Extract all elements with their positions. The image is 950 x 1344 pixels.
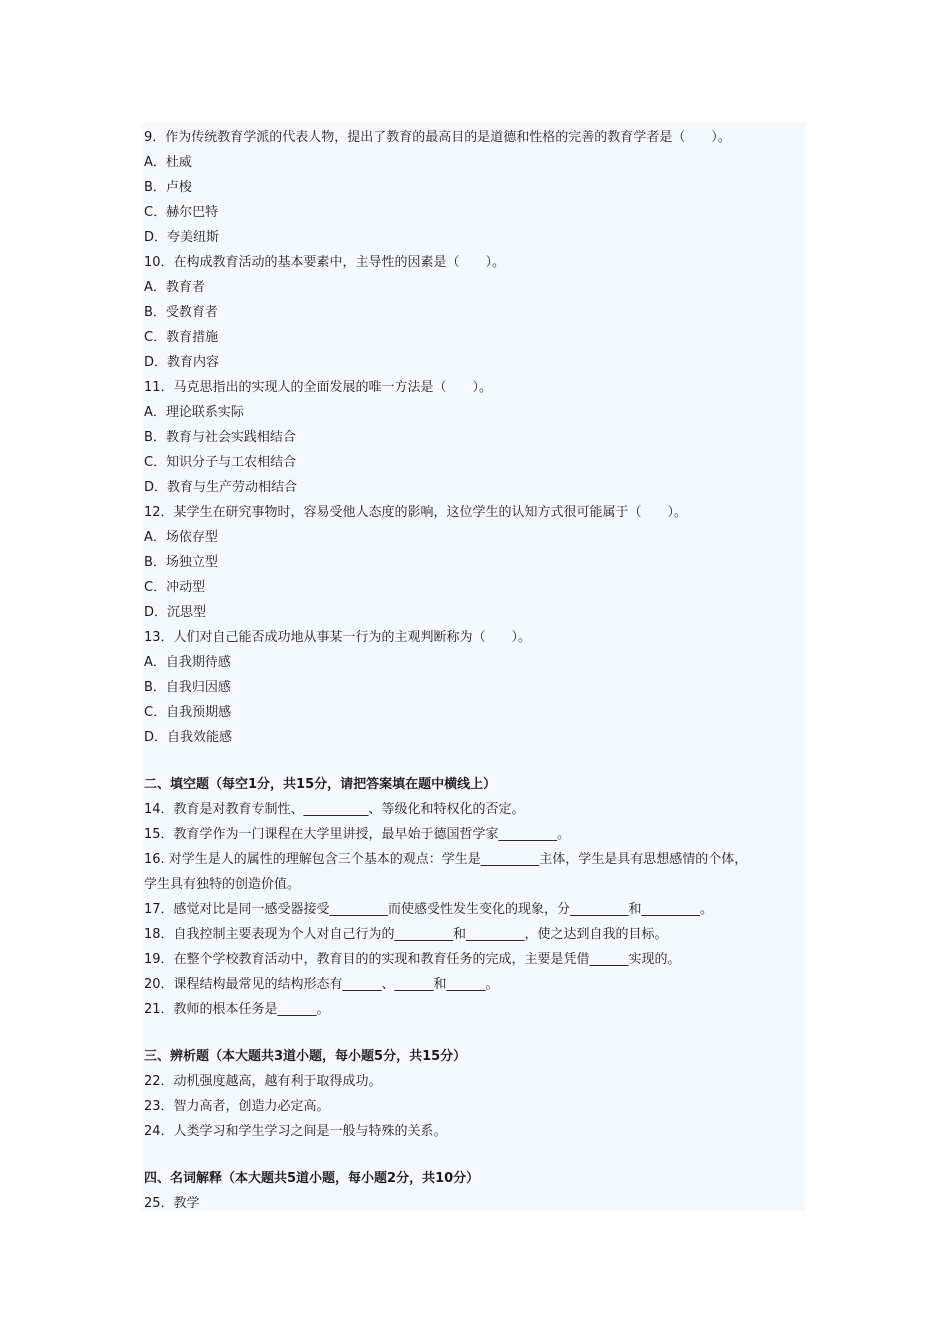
- question-9: [142, 125, 806, 250]
- option-a: A．场依存型: [144, 530, 218, 545]
- question-text: 13．人们对自己能否成功地从事某一行为的主观判断称为（ ）。: [144, 630, 532, 645]
- option-d: D．教育与生产劳动相结合: [144, 480, 298, 495]
- question-13: [142, 625, 806, 750]
- question-12: [142, 500, 806, 625]
- question-14: 14．教育是对教育专制性、__________、等级化和特权化的否定。: [144, 802, 525, 817]
- question-17: 17．感觉对比是同一感受器接受_________而使感受性发生变化的现象，分_________和_________。: [144, 902, 714, 917]
- option-a: A．杜威: [144, 155, 192, 170]
- option-a: A．理论联系实际: [144, 405, 244, 420]
- option-d: D．沉思型: [144, 605, 207, 620]
- option-c: C．教育措施: [144, 330, 219, 345]
- option-c: C．知识分子与工农相结合: [144, 455, 297, 470]
- section-title-analysis: 三、辨析题（本大题共3道小题，每小题5分，共15分）: [144, 1049, 467, 1064]
- option-b: B．受教育者: [144, 305, 218, 320]
- option-d: D．教育内容: [144, 355, 220, 370]
- option-d: D．夸美纽斯: [144, 230, 220, 245]
- question-20: 20．课程结构最常见的结构形态有______、______和______。: [144, 977, 499, 992]
- question-22: 22．动机强度越高，越有利于取得成功。: [144, 1074, 382, 1089]
- question-16-continued: 学生具有独特的创造价值。: [144, 877, 301, 892]
- exam-content: [142, 123, 806, 1211]
- question-24: 24．人类学习和学生学习之间是一般与特殊的关系。: [144, 1124, 447, 1139]
- question-text: 12．某学生在研究事物时，容易受他人态度的影响，这位学生的认知方式很可能属于（ ）。: [144, 505, 688, 520]
- option-c: C．冲动型: [144, 580, 206, 595]
- option-b: B．教育与社会实践相结合: [144, 430, 296, 445]
- question-11: [142, 375, 806, 500]
- option-d: D．自我效能感: [144, 730, 233, 745]
- option-b: B．自我归因感: [144, 680, 231, 695]
- section-title-fill-in: 二、填空题（每空1分，共15分，请把答案填在题中横线上）: [144, 777, 497, 792]
- question-text: 11．马克思指出的实现人的全面发展的唯一方法是（ ）。: [144, 380, 493, 395]
- option-a: A．自我期待感: [144, 655, 231, 670]
- question-18: 18．自我控制主要表现为个人对自己行为的_________和_________，使之达到自我的目标。: [144, 927, 668, 942]
- question-text: 10．在构成教育活动的基本要素中，主导性的因素是（ ）。: [144, 255, 506, 270]
- option-c: C．赫尔巴特: [144, 205, 219, 220]
- question-16: 16. 对学生是人的属性的理解包含三个基本的观点：学生是_________主体，学生是具有思想感情的个体，: [144, 852, 748, 867]
- section-title-definitions: 四、名词解释（本大题共5道小题，每小题2分，共10分）: [144, 1171, 480, 1186]
- option-b: B．场独立型: [144, 555, 218, 570]
- option-a: A．教育者: [144, 280, 205, 295]
- question-25: 25．教学: [144, 1196, 200, 1211]
- question-10: [142, 250, 806, 375]
- question-21: 21．教师的根本任务是______。: [144, 1002, 330, 1017]
- question-19: 19．在整个学校教育活动中，教育目的的实现和教育任务的完成，主要是凭借______实现的。: [144, 952, 681, 967]
- question-23: 23．智力高者，创造力必定高。: [144, 1099, 330, 1114]
- option-b: B．卢梭: [144, 180, 192, 195]
- question-text: 9．作为传统教育学派的代表人物，提出了教育的最高目的是道德和性格的完善的教育学者是（ ）。: [144, 130, 731, 145]
- option-c: C．自我预期感: [144, 705, 232, 720]
- question-15: 15．教育学作为一门课程在大学里讲授，最早始于德国哲学家_________。: [144, 827, 571, 842]
